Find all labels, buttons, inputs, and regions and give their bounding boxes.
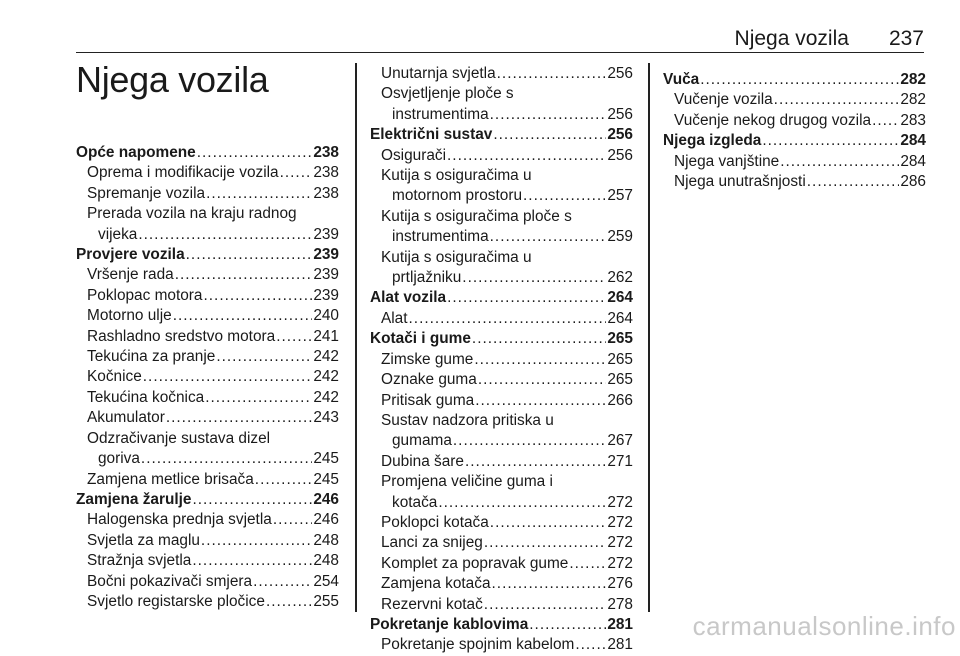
toc-section-kotaci-i-gume[interactable]: Kotači i gume ..... 265: [370, 329, 633, 349]
toc-entry[interactable]: Unutarnja svjetla ..... 256: [370, 64, 633, 84]
toc-entry[interactable]: Vršenje rada ..... 239: [76, 265, 339, 285]
toc-entry[interactable]: Zamjena metlice brisača ..... 245: [76, 470, 339, 490]
toc-entry[interactable]: Alat ..... 264: [370, 309, 633, 329]
toc-entry[interactable]: Halogenska prednja svjetla ..... 246: [76, 510, 339, 530]
toc-entry[interactable]: Bočni pokazivači smjera ..... 254: [76, 572, 339, 592]
column-divider-2: [648, 63, 650, 612]
header-page-number: 237: [888, 27, 924, 50]
toc-column-3: [663, 70, 926, 192]
toc-entry[interactable]: Pritisak guma ..... 266: [370, 391, 633, 411]
toc-entry[interactable]: Poklopac motora ..... 239: [76, 286, 339, 306]
toc-entry[interactable]: Kutija s osiguračima ploče s instrumentima ..... 259: [370, 207, 633, 248]
toc-column-2: [370, 64, 633, 656]
toc-entry[interactable]: Komplet za popravak gume ..... 272: [370, 554, 633, 574]
page-header: [76, 28, 924, 53]
toc-column-1: [76, 143, 339, 612]
toc-entry[interactable]: Rashladno sredstvo motora ..... 241: [76, 327, 339, 347]
toc-entry[interactable]: Njega vanjštine ..... 284: [663, 152, 926, 172]
toc-entry[interactable]: Vučenje nekog drugog vozila ..... 283: [663, 111, 926, 131]
toc-entry[interactable]: Poklopci kotača ..... 272: [370, 513, 633, 533]
toc-entry[interactable]: Zimske gume ..... 265: [370, 350, 633, 370]
toc-entry[interactable]: Lanci za snijeg ..... 272: [370, 533, 633, 553]
toc-entry[interactable]: Oprema i modifikacije vozila ..... 238: [76, 163, 339, 183]
toc-entry[interactable]: Osvjetljenje ploče s instrumentima ..... 256: [370, 84, 633, 125]
toc-entry[interactable]: Sustav nadzora pritiska u gumama ..... 267: [370, 411, 633, 452]
toc-entry[interactable]: Kočnice ..... 242: [76, 367, 339, 387]
toc-entry[interactable]: Akumulator ..... 243: [76, 408, 339, 428]
toc-entry[interactable]: Svjetla za maglu ..... 248: [76, 531, 339, 551]
toc-entry[interactable]: Dubina šare ..... 271: [370, 452, 633, 472]
watermark: carmanualsonline.info: [692, 611, 956, 641]
toc-entry[interactable]: Rezervni kotač ..... 278: [370, 595, 633, 615]
toc-entry[interactable]: Tekućina kočnica ..... 242: [76, 388, 339, 408]
toc-section-vuca[interactable]: Vuča ..... 282: [663, 70, 926, 90]
header-section-title: Njega vozila: [734, 27, 849, 50]
toc-entry[interactable]: Motorno ulje ..... 240: [76, 306, 339, 326]
toc-entry[interactable]: Pokretanje spojnim kabelom ..... 281: [370, 635, 633, 655]
column-divider-1: [355, 63, 357, 612]
toc-entry[interactable]: Stražnja svjetla ..... 248: [76, 551, 339, 571]
toc-section-opce-napomene[interactable]: Opće napomene ..... 238: [76, 143, 339, 163]
toc-section-elektricni-sustav[interactable]: Električni sustav ..... 256: [370, 125, 633, 145]
toc-section-njega-izgleda[interactable]: Njega izgleda ..... 284: [663, 131, 926, 151]
toc-section-alat-vozila[interactable]: Alat vozila ..... 264: [370, 288, 633, 308]
toc-entry[interactable]: Promjena veličine guma i kotača ..... 272: [370, 472, 633, 513]
chapter-title: Njega vozila: [76, 59, 269, 100]
toc-entry[interactable]: Kutija s osiguračima u motornom prostoru ..... 257: [370, 166, 633, 207]
toc-entry[interactable]: Zamjena kotača ..... 276: [370, 574, 633, 594]
toc-entry[interactable]: Prerada vozila na kraju radnog vijeka ..... 239: [76, 204, 339, 245]
toc-entry[interactable]: Odzračivanje sustava dizel goriva ..... 245: [76, 429, 339, 470]
toc-entry[interactable]: Tekućina za pranje ..... 242: [76, 347, 339, 367]
toc-entry[interactable]: Spremanje vozila ..... 238: [76, 184, 339, 204]
toc-entry[interactable]: Njega unutrašnjosti ..... 286: [663, 172, 926, 192]
toc-entry[interactable]: Vučenje vozila ..... 282: [663, 90, 926, 110]
toc-section-zamjena-zarulje[interactable]: Zamjena žarulje ..... 246: [76, 490, 339, 510]
toc-entry[interactable]: Oznake guma ..... 265: [370, 370, 633, 390]
toc-section-provjere-vozila[interactable]: Provjere vozila ..... 239: [76, 245, 339, 265]
toc-entry[interactable]: Kutija s osiguračima u prtljažniku ..... 262: [370, 248, 633, 289]
toc-entry[interactable]: Osigurači ..... 256: [370, 146, 633, 166]
toc-section-pokretanje-kablovima[interactable]: Pokretanje kablovima ..... 281: [370, 615, 633, 635]
toc-entry[interactable]: Svjetlo registarske pločice ..... 255: [76, 592, 339, 612]
